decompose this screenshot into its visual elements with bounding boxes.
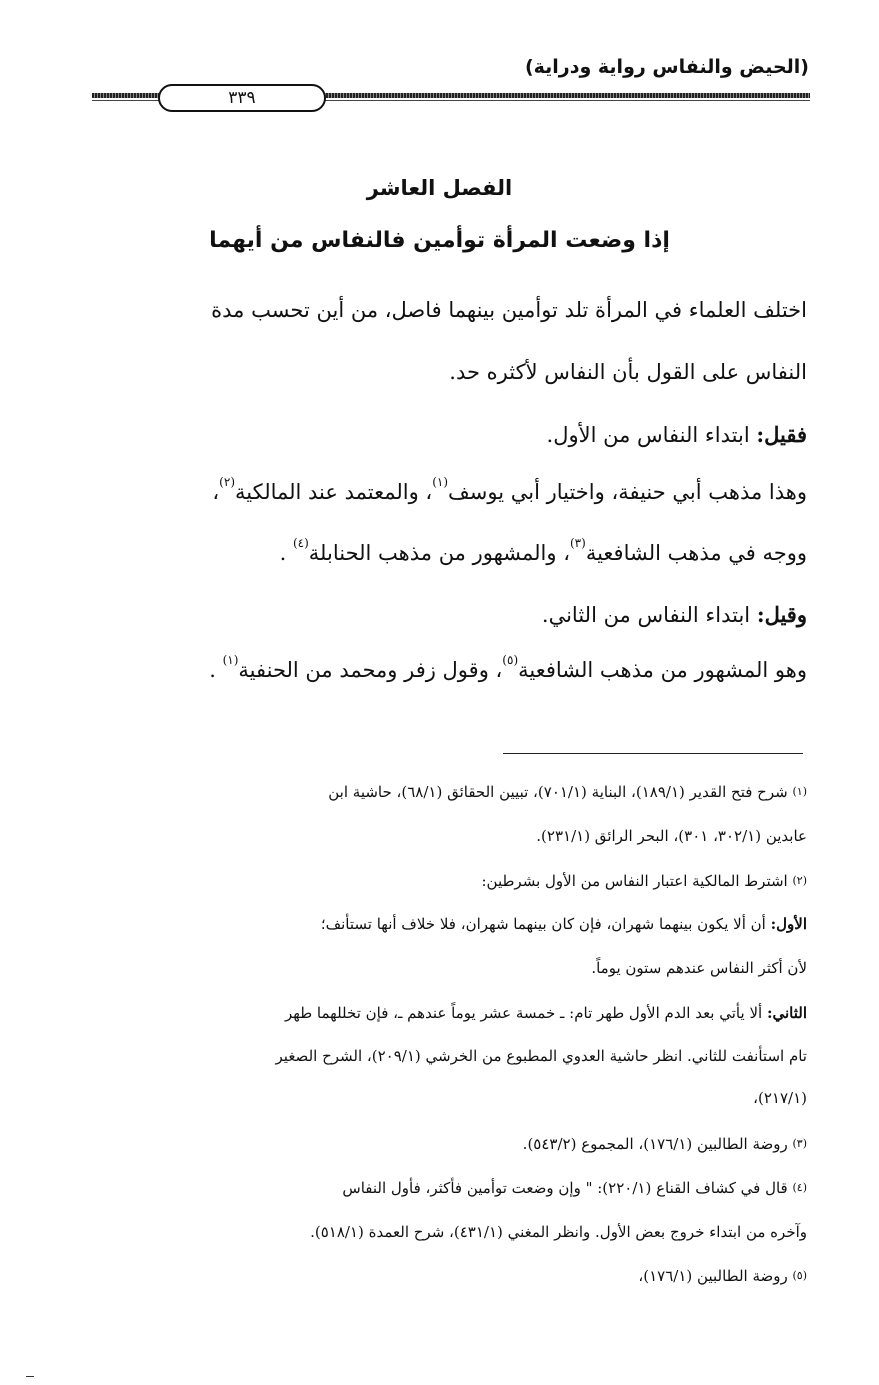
footnote-ref: (١)	[222, 653, 239, 667]
opinion-label: وقيل:	[756, 602, 807, 627]
running-title: (الحيض والنفاس رواية ودراية)	[524, 56, 809, 78]
footnote-line	[100, 1134, 807, 1154]
page-edge-mark	[26, 1376, 34, 1377]
condition-label: الثاني:	[766, 1004, 807, 1022]
paragraph-text: ووجه في مذهب الشافعية	[585, 541, 807, 565]
footnote-separator	[503, 753, 803, 754]
footnote-marker: (٢)	[792, 874, 807, 887]
paragraph-text: ابتداء النفاس من الثاني.	[541, 603, 757, 627]
footnote-line	[100, 1003, 807, 1023]
paragraph-text: وهذا مذهب أبي حنيفة، واختيار أبي يوسف	[448, 480, 807, 504]
footnote-line	[100, 1266, 807, 1286]
chapter-subtitle: إذا وضعت المرأة توأمين فالنفاس من أيهما	[209, 228, 670, 253]
footnote-line: تام استأنفت للثاني. انظر حاشية العدوي المطبوع من الخرشي (٢٠٩/١)، الشرح الصغير	[275, 1047, 807, 1065]
footnote-text: روضة الطالبين (١٧٦/١)، المجموع (٥٤٣/٢).	[522, 1135, 793, 1153]
condition-label: الأول:	[770, 915, 807, 933]
footnote-ref: (٤)	[292, 536, 309, 550]
footnote-text: أن ألا يكون بينهما شهران، فإن كان بينهما شهران، فلا خلاف أنها تستأنف؛	[320, 915, 771, 933]
footnote-marker: (٥)	[792, 1269, 807, 1282]
footnote-line: عابدين (٣٠٢/١، ٣٠١)، البحر الرائق (٢٣١/١).	[536, 827, 807, 845]
footnote-text: قال في كشاف القناع (٢٢٠/١): " وإن وضعت توأمين فأكثر، فأول النفاس	[342, 1179, 793, 1197]
paragraph-text: .	[209, 658, 223, 682]
footnote-marker: (٤)	[792, 1181, 807, 1194]
footnote-line	[100, 782, 807, 802]
footnote-text: ألا يأتي بعد الدم الأول طهر تام: ـ خمسة عشر يوماً عندهم ـ، فإن تخللهما طهر	[285, 1004, 767, 1022]
footnote-marker: (٣)	[792, 1137, 807, 1150]
footnote-text: اشترط المالكية اعتبار النفاس من الأول بشرطين:	[481, 872, 793, 890]
paragraph-line	[100, 536, 807, 565]
footnote-text: روضة الطالبين (١٧٦/١)،	[638, 1267, 793, 1285]
paragraph-text: ، والمعتمد عند المالكية	[235, 480, 433, 504]
paragraph-text: ، وقول زفر ومحمد من الحنفية	[238, 658, 503, 682]
paragraph-line: اختلف العلماء في المرأة تلد توأمين بينهما فاصل، من أين تحسب مدة	[211, 298, 807, 322]
paragraph-text: ، والمشهور من مذهب الحنابلة	[308, 541, 570, 565]
footnote-line	[100, 1178, 807, 1198]
footnote-line	[100, 871, 807, 891]
footnote-text: شرح فتح القدير (١٨٩/١)، البناية (٧٠١/١)، تبيين الحقائق (٦٨/١)، حاشية ابن	[328, 783, 793, 801]
paragraph-text: ابتداء النفاس من الأول.	[546, 423, 757, 447]
paragraph-line	[100, 422, 807, 447]
footnote-line: لأن أكثر النفاس عندهم ستون يوماً.	[591, 959, 807, 977]
paragraph-text: .	[279, 541, 293, 565]
footnote-marker: (١)	[792, 785, 807, 798]
paragraph-line	[100, 653, 807, 682]
paragraph-line: النفاس على القول بأن النفاس لأكثره حد.	[449, 360, 807, 384]
paragraph-text: وهو المشهور من مذهب الشافعية	[518, 658, 807, 682]
page-number: ٣٣٩	[158, 84, 326, 112]
footnote-ref: (٣)	[569, 536, 586, 550]
opinion-label: فقيل:	[756, 422, 807, 447]
footnote-line	[100, 914, 807, 934]
header-rule	[92, 84, 810, 110]
footnote-line: وآخره من ابتداء خروج بعض الأول. وانظر المغني (٤٣١/١)، شرح العمدة (٥١٨/١).	[310, 1223, 807, 1241]
chapter-title: الفصل العاشر	[366, 176, 513, 200]
paragraph-line	[100, 602, 807, 627]
footnote-ref: (٢)	[219, 475, 235, 489]
footnote-ref: (٥)	[502, 653, 519, 667]
footnote-ref: (١)	[432, 475, 449, 489]
footnote-line: (٢١٧/١)،	[753, 1089, 807, 1107]
paragraph-text: ،	[212, 480, 220, 504]
paragraph-line	[100, 475, 807, 504]
